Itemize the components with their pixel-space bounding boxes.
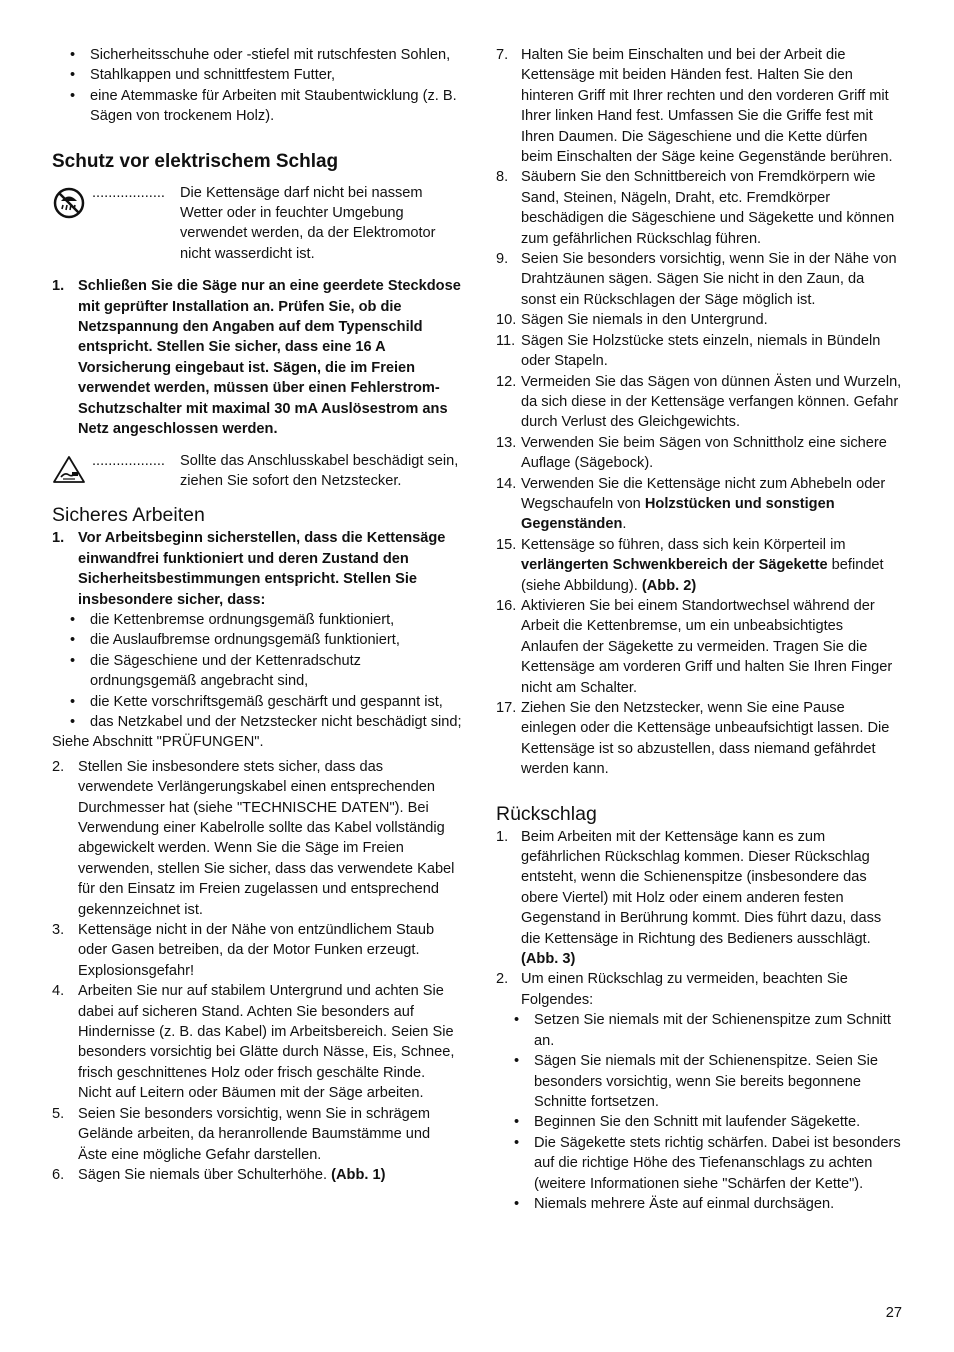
right-column [496, 45, 902, 1214]
figure-ref: (Abb. 3) [521, 951, 576, 968]
list-item: • eine Atemmaske für Arbeiten mit Staubentwicklung (z. B. Sägen von trockenem Holz). [52, 86, 462, 127]
section-title-kickback: Rückschlag [496, 802, 597, 825]
safe-work-list-intro [52, 528, 462, 610]
electric-list [52, 276, 462, 439]
list-item: 9. Seien Sie besonders vorsichtig, wenn Sie in der Nähe von Drahtzäunen sägen. Sägen Sie nicht in den Zaun, da sonst ein Rückschlagen der Säge möglich ist. [496, 251, 897, 308]
list-item: 6. Sägen Sie niemals über Schulterhöhe. (Abb. 1) [52, 1166, 386, 1183]
cable-damage-warning-icon [52, 455, 87, 487]
list-item: • die Kette vorschriftsgemäß geschärft und gespannt ist, [52, 692, 462, 712]
list-item: 17. Ziehen Sie den Netzstecker, wenn Sie eine Pause einlegen oder die Kettensäge unbeaufsichtigt lassen. Die Kettensäge ist so abzustellen, dass niemand gefährdet werden kann. [496, 700, 890, 778]
check-list [52, 610, 462, 732]
figure-ref: (Abb. 1) [331, 1166, 386, 1183]
list-item: • Setzen Sie niemals mit der Schienenspitze zum Schnitt an. [496, 1010, 902, 1051]
kickback-tips [496, 1010, 902, 1214]
leader-dots: .................. [92, 184, 165, 201]
safe-work-list [52, 757, 462, 1186]
list-item: 3. Kettensäge nicht in der Nähe von entzündlichem Staub oder Gasen betreiben, da der Motor Funken erzeugt. Explosionsgefahr! [52, 922, 435, 979]
list-item: 15. Kettensäge so führen, dass sich kein Körperteil im verlängerten Schwenkbereich der Sägekette befindet (siehe Abbildung). (Abb. 2) [496, 536, 884, 594]
list-item: 11. Sägen Sie Holzstücke stets einzeln, niemals in Bündeln oder Stapeln. [496, 332, 881, 370]
safe-work-list-continued [496, 45, 902, 780]
list-item: 2. Stellen Sie insbesondere stets sicher, dass das verwendete Verlängerungskabel einen entsprechenden Durchmesser hat (siehe "TECHNISCHE DATEN"). Bei Verwendung einer Kabelrolle sollte das Kabel vollständig abgewickelt werden. Wenn Sie die Säge im Freien verwenden, stellen Sie sicher, dass das verwendete Kabel für den Einsatz im Freien zugelassen und entsprechend gekennzeichnet ist. [52, 758, 455, 918]
cable-warning [52, 451, 462, 492]
list-item: 14. Verwenden Sie die Kettensäge nicht zum Abhebeln oder Wegschaufeln von Holzstücken und sonstigen Gegenständen. [496, 475, 886, 533]
page-number: 27 [885, 1305, 902, 1321]
list-item: 1. Vor Arbeitsbeginn sicherstellen, dass die Kettensäge einwandfrei funktioniert und deren Zustand den Sicherheitsbestimmungen entspricht. Stellen Sie insbesondere sicher, dass: [52, 530, 446, 608]
list-item: 1. Beim Arbeiten mit der Kettensäge kann es zum gefährlichen Rückschlag kommen. Dieser Rückschlag entsteht, wenn die Schienenspitze (insbesondere das obere Viertel) mit Holz oder einem anderen festen Gegenstand in Berührung kommt. Dies führt dazu, dass die Kettensäge in Richtung des Bedieners ausschlägt. (Abb. 3) [496, 828, 882, 968]
list-item: 1. Schließen Sie die Säge nur an eine geerdete Steckdose mit geprüfter Installation an. Prüfen Sie, ob die Netzspannung den Angaben auf dem Typenschild entspricht. Stellen Sie sicher, dass eine 16 A Vorsicherung eingebaut ist. Sägen, die im Freien verwendet werden, müssen über einen Fehlerstrom-Schutzschalter mit maximal 30 mA Auslösestrom ans Netz angeschlossen werden. [52, 278, 461, 438]
section-title-safe-work: Sicheres Arbeiten [52, 504, 205, 527]
list-item: 10. Sägen Sie niemals in den Untergrund. [496, 312, 768, 329]
list-item: 5. Seien Sie besonders vorsichtig, wenn Sie in schrägem Gelände arbeiten, da heranrollende Baumstämme und Äste eine mögliche Gefahr darstellen. [52, 1105, 431, 1163]
list-item: 13. Verwenden Sie beim Sägen von Schnittholz eine sichere Auflage (Sägebock). [496, 434, 887, 472]
list-item: • Beginnen Sie den Schnitt mit laufender Sägekette. [496, 1112, 902, 1132]
leader-dots: .................. [92, 452, 165, 469]
list-item: 8. Säubern Sie den Schnittbereich von Fremdkörpern wie Sand, Steinen, Nägeln, Draht, etc. Fremdkörper beschädigen die Sägeschiene und Sägekette und können zum gefährlichen Rückschlag führen. [496, 169, 895, 247]
kickback-list [496, 827, 902, 1215]
cable-warning-text: Sollte das Anschlusskabel beschädigt sein, ziehen Sie sofort den Netzstecker. [180, 452, 459, 489]
rain-warning [52, 183, 462, 265]
rain-warning-text: Die Kettensäge darf nicht bei nassem Wetter oder in feuchter Umgebung verwendet werden, da der Elektromotor nicht wasserdicht ist. [180, 184, 436, 262]
list-item: • Die Sägekette stets richtig schärfen. Dabei ist besonders auf die richtige Höhe des Tiefenanschlags zu achten (weitere Informationen siehe "Schärfen der Kette"). [496, 1133, 902, 1194]
no-rain-icon [52, 187, 87, 219]
list-item: • das Netzkabel und der Netzstecker nicht beschädigt sind; [52, 712, 462, 732]
figure-ref: (Abb. 2) [641, 577, 697, 594]
list-item: 2. Um einen Rückschlag zu vermeiden, beachten Sie Folgendes: • Setzen Sie niemals mit der Schienenspitze zum Schnitt an. • Sägen Sie niemals mit der Schienenspitze. Seien Sie besonders vorsichtig, wenn Sie bereits begonnene Schnitte fortsetzen. • Beginnen Sie den Schnitt mit laufender Sägekette. • Die Sägekette stets richtig schärfen. Dabei ist besonders auf die richtige Höhe des Tiefenanschlags zu achten (weitere Informationen siehe "Schärfen der Kette"). • Niemals mehrere Äste auf einmal durchsägen. [496, 969, 902, 1214]
list-item: • Sägen Sie niemals mit der Schienenspitze. Seien Sie besonders vorsichtig, wenn Sie bereits begonnene Schnitte fortsetzen. [496, 1051, 902, 1112]
ppe-list [52, 45, 462, 127]
list-item: 16. Aktivieren Sie bei einem Standortwechsel während der Arbeit die Kettenbremse, um ein unbeabsichtigtes Anlaufen der Sägekette zu vermeiden. Tragen Sie die Kettensäge am vorderen Griff und halten Sie Ihren Finger nicht am Schalter. [496, 597, 893, 696]
section-title-electric-shock: Schutz vor elektrischem Schlag [52, 150, 339, 172]
left-column [52, 45, 462, 1185]
list-item: • Stahlkappen und schnittfestem Futter, [52, 65, 462, 85]
see-section-note: Siehe Abschnitt "PRÜFUNGEN". [52, 734, 264, 751]
list-item: • die Auslaufbremse ordnungsgemäß funktioniert, [52, 630, 462, 650]
list-item: • Niemals mehrere Äste auf einmal durchsägen. [496, 1194, 902, 1214]
list-item: • die Sägeschiene und der Kettenradschutz ordnungsgemäß angebracht sind, [52, 651, 462, 692]
list-item: 12. Vermeiden Sie das Sägen von dünnen Ästen und Wurzeln, da sich diese in der Kettensäge verfangen können. Gefahr durch Verlust des Gleichgewichts. [496, 373, 902, 431]
list-item: • die Kettenbremse ordnungsgemäß funktioniert, [52, 610, 462, 630]
list-item: 4. Arbeiten Sie nur auf stabilem Untergrund und achten Sie dabei auf sicheren Stand. Achten Sie besonders auf Hindernisse (z. B. das Kabel) im Arbeitsbereich. Seien Sie besonders vorsichtig bei Glätte durch Nässe, Eis, Schnee, frisch geschnittenes Holz oder frisch geschälte Rinde. Nicht auf Leitern oder Bäumen mit der Säge arbeiten. [52, 983, 455, 1102]
list-item: • Sicherheitsschuhe oder -stiefel mit rutschfesten Sohlen, [52, 45, 462, 65]
list-item: 7. Halten Sie beim Einschalten und bei der Arbeit die Kettensäge mit beiden Händen fest. Halten Sie den hinteren Griff mit Ihrer rechten und den vorderen Griff mit Ihrer linken Hand fest. Umfassen Sie die Griffe fest mit Ihren Daumen. Die Sägeschiene und die Kette dürfen beim Einschalten der Säge keine Gegenstände berühren. [496, 47, 893, 166]
